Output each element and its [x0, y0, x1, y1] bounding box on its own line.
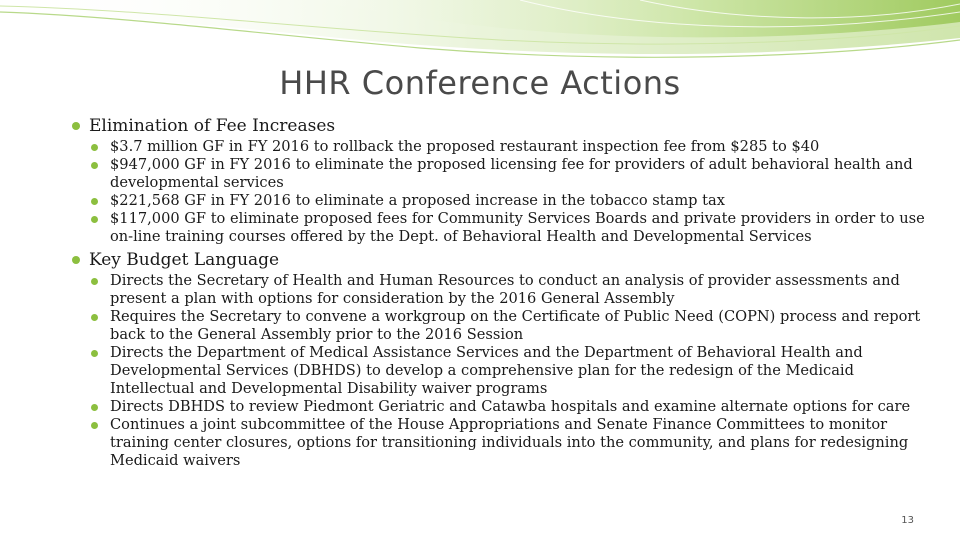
page-number: 13	[901, 515, 914, 526]
fee-eliminations-list	[89, 138, 930, 246]
list-item: Requires the Secretary to convene a workgroup on the Certificate of Public Need (COPN) process and report back to the General Assembly prior to the 2016 Session	[89, 308, 930, 344]
list-item: Directs the Department of Medical Assistance Services and the Department of Behavioral Health and Developmental Services (DBHDS) to develop a comprehensive plan for the redesign of the Medicaid Intellectual and Developmental Disability waiver programs	[89, 344, 930, 398]
budget-language-list	[89, 272, 930, 470]
section-heading-budget-language: Key Budget Language	[70, 250, 930, 270]
list-item: Directs DBHDS to review Piedmont Geriatric and Catawba hospitals and examine alternate options for care	[89, 398, 930, 416]
list-item: $117,000 GF to eliminate proposed fees for Community Services Boards and private providers in order to use on-line training courses offered by the Dept. of Behavioral Health and Developmental Services	[89, 210, 930, 246]
list-item: $3.7 million GF in FY 2016 to rollback the proposed restaurant inspection fee from $285 to $40	[89, 138, 930, 156]
slide-body	[70, 116, 930, 474]
list-item: $221,568 GF in FY 2016 to eliminate a proposed increase in the tobacco stamp tax	[89, 192, 930, 210]
list-item: $947,000 GF in FY 2016 to eliminate the proposed licensing fee for providers of adult behavioral health and developmental services	[89, 156, 930, 192]
slide-title: HHR Conference Actions	[279, 64, 681, 102]
list-item: Continues a joint subcommittee of the House Appropriations and Senate Finance Committees to monitor training center closures, options for transitioning individuals into the community, and plans for redesigning Medicaid waivers	[89, 416, 930, 470]
section-heading-fee-eliminations: Elimination of Fee Increases	[70, 116, 930, 136]
list-item: Directs the Secretary of Health and Human Resources to conduct an analysis of provider assessments and present a plan with options for consideration by the 2016 General Assembly	[89, 272, 930, 308]
